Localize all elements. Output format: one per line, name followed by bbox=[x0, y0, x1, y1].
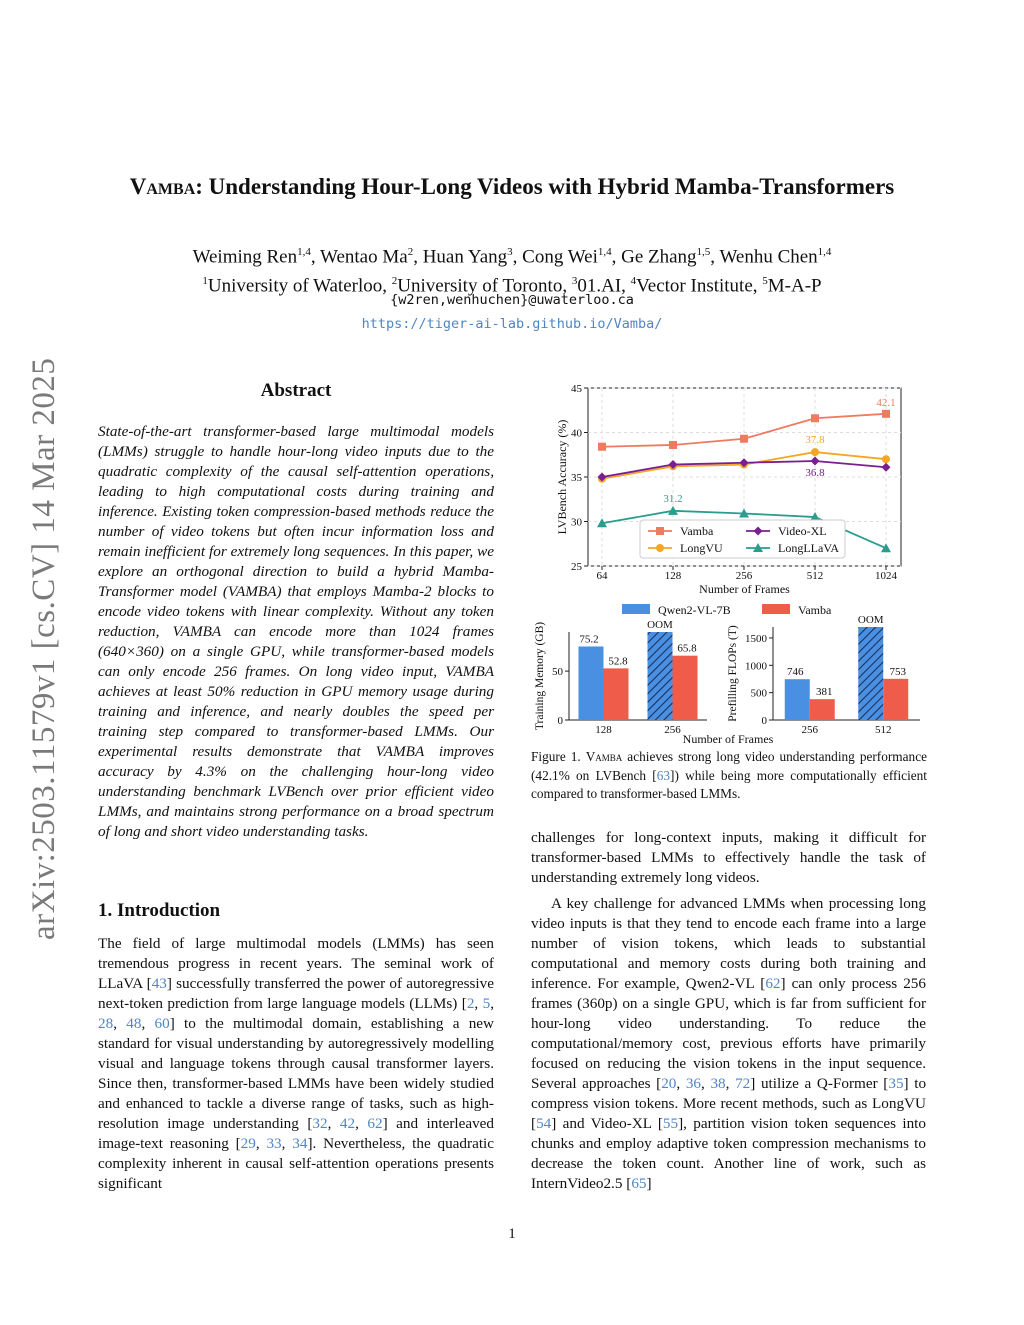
caption-text: achieves strong long video understanding performance (42.1% on LVBench [ bbox=[531, 749, 927, 783]
citation-link[interactable]: 55 bbox=[662, 1115, 679, 1132]
citation-link[interactable]: 28 bbox=[98, 1015, 114, 1032]
author-name: Huan Yang bbox=[422, 246, 508, 268]
introduction-heading: 1. Introduction bbox=[98, 900, 221, 921]
author-affiliation-mark: 1,4 bbox=[817, 246, 832, 258]
citation-link[interactable]: 34 bbox=[292, 1135, 308, 1152]
model-name: Vamba bbox=[585, 749, 623, 764]
author-affiliation-mark: 1,5 bbox=[696, 246, 711, 258]
affiliation-list: $^1$University of Waterloo, $^2$University of Toronto, $^3$01.AI, $^4$Vector Institute, $^5$M-A-P bbox=[202, 275, 822, 297]
arxiv-identifier: arXiv:2503.11579v1 [cs.CV] 14 Mar 2025 bbox=[26, 357, 62, 940]
citation-link[interactable]: 54 bbox=[536, 1115, 552, 1132]
right-column-paragraph-1: challenges for long-context inputs, making it difficult for transformer-based LMMs to effectively handle the task of understanding extremely long videos. bbox=[531, 829, 926, 886]
bar-legend-swatch bbox=[622, 604, 650, 614]
legend-label: LongLLaVA bbox=[778, 541, 840, 555]
series-point-vamba bbox=[669, 441, 677, 449]
line-chart-x-tick-label: 1024 bbox=[875, 570, 897, 582]
right-col-text: ] utilize a Q-Former [ bbox=[750, 1075, 889, 1092]
legend-label: LongVU bbox=[680, 541, 723, 555]
affiliation-name: 01.AI bbox=[577, 275, 622, 297]
affiliation-number: 2 bbox=[391, 275, 398, 288]
citation-link[interactable]: 29 bbox=[240, 1135, 256, 1152]
author-affiliation-mark: 3 bbox=[507, 246, 513, 258]
flops-chart-y-tick-label: 500 bbox=[750, 687, 767, 700]
intro-text: , bbox=[113, 1015, 127, 1032]
citation-link[interactable]: 48 bbox=[126, 1015, 142, 1032]
bar-legend-label: Vamba bbox=[798, 603, 832, 617]
line-chart-annotation: 37.8 bbox=[805, 434, 825, 447]
right-col-text: , bbox=[701, 1075, 711, 1092]
intro-text: , bbox=[281, 1135, 293, 1152]
flops-chart-y-tick-label: 1500 bbox=[745, 632, 767, 645]
citation-link[interactable]: 33 bbox=[266, 1135, 282, 1152]
citation-link[interactable]: 60 bbox=[154, 1015, 170, 1032]
line-chart-x-tick-label: 128 bbox=[664, 570, 682, 582]
flops-chart-y-tick-label: 1000 bbox=[745, 660, 767, 673]
citation-link[interactable]: 36 bbox=[685, 1075, 701, 1092]
intro-text: , bbox=[141, 1015, 155, 1032]
citation-link[interactable]: 72 bbox=[735, 1075, 751, 1092]
intro-text: ]. Nevertheless, the quadratic complexity inherent in causal self-attention operations presents significant bbox=[98, 1135, 494, 1192]
series-point-vamba bbox=[740, 435, 748, 443]
right-column-paragraph-2 bbox=[531, 894, 926, 1194]
intro-text: , bbox=[490, 995, 495, 1012]
right-col-text: , bbox=[676, 1075, 686, 1092]
line-chart-annotation: 36.8 bbox=[805, 466, 825, 479]
right-col-text: , bbox=[725, 1075, 736, 1092]
author-name: Cong Wei bbox=[522, 246, 598, 268]
memory-chart-y-tick-label: 0 bbox=[557, 715, 563, 727]
caption-text: ]) while being more computationally efficient compared to transformer-based LMMs. bbox=[531, 767, 928, 801]
memory-chart-bar bbox=[579, 646, 604, 720]
title-model-name: Vamba bbox=[129, 174, 196, 199]
citation-link[interactable]: 38 bbox=[710, 1075, 726, 1092]
bar-legend-swatch bbox=[762, 604, 790, 614]
line-chart-y-tick-label: 40 bbox=[571, 427, 582, 440]
flops-chart-bar-label: 753 bbox=[889, 665, 906, 678]
intro-text: The field of large multimodal models (LMMs) has seen tremendous progress in recent years. The seminal work of LLaVA [ bbox=[98, 935, 494, 992]
introduction-paragraph bbox=[98, 934, 494, 1194]
memory-chart-x-tick-label: 128 bbox=[595, 724, 612, 736]
citation-link[interactable]: 62 bbox=[367, 1115, 383, 1132]
right-col-text: A key challenge for advanced LMMs when processing long video inputs is that they tend to encode each frame into a large number of vision tokens, which leads to substantial computational and memory costs during both training and inference. For example, Qwen2-VL [ bbox=[531, 895, 926, 992]
flops-chart-bar-label: OOM bbox=[857, 614, 884, 626]
series-point-vamba bbox=[882, 410, 890, 418]
citation-link[interactable]: 42 bbox=[339, 1115, 356, 1132]
intro-text: ] and interleaved image-text reasoning [ bbox=[98, 1115, 495, 1152]
memory-chart-bar-label: OOM bbox=[647, 619, 673, 631]
citation-link[interactable]: 5 bbox=[482, 995, 491, 1012]
right-col-text: ], partition vision token sequences into chunks and employ adaptive token compression mechanisms to decrease the token count. Another line of work, such as InternVideo2.5 [ bbox=[531, 1115, 926, 1192]
author-name: Wenhu Chen bbox=[719, 246, 818, 268]
citation-link[interactable]: 65 bbox=[631, 1175, 647, 1192]
affiliation-name: Vector Institute bbox=[636, 275, 753, 297]
author-list: Weiming Ren$^{1,4}$, Wentao Ma$^2$, Huan Yang$^3$, Cong Wei$^{1,4}$, Ge Zhang$^{1,5}$, Wenhu Chen$^{1,4}$ bbox=[192, 246, 832, 268]
bar-legend-label: Qwen2-VL-7B bbox=[658, 603, 731, 617]
intro-text: , bbox=[474, 995, 483, 1012]
intro-text: , bbox=[327, 1115, 340, 1132]
intro-text: , bbox=[355, 1115, 368, 1132]
memory-chart-bar bbox=[604, 668, 629, 720]
line-chart-x-tick-label: 64 bbox=[596, 570, 608, 582]
memory-chart-bar-label: 52.8 bbox=[608, 655, 628, 668]
series-point-video-xl bbox=[882, 463, 891, 472]
flops-chart-bar-label: 381 bbox=[816, 686, 833, 699]
affiliation-number: 1 bbox=[202, 275, 208, 288]
bar-charts-x-axis-label: Number of Frames bbox=[682, 732, 774, 746]
title-rest: : Understanding Hour-Long Videos with Hybrid Mamba-Transformers bbox=[195, 174, 895, 199]
memory-chart-y-tick-label: 50 bbox=[552, 666, 563, 679]
caption-text: Figure 1. bbox=[531, 749, 586, 764]
series-point-video-xl bbox=[811, 456, 820, 465]
affiliation-name: M-A-P bbox=[767, 275, 822, 297]
series-point-vamba bbox=[598, 443, 606, 451]
project-link[interactable]: https://tiger-ai-lab.github.io/Vamba/ bbox=[361, 316, 663, 332]
flops-chart-x-tick-label: 256 bbox=[801, 724, 818, 736]
affiliation-name: University of Waterloo bbox=[207, 275, 383, 297]
affiliation-name: University of Toronto bbox=[397, 275, 563, 297]
line-chart-y-axis-label: LVBench Accuracy (%) bbox=[555, 419, 569, 535]
flops-chart-y-tick-label: 0 bbox=[761, 715, 767, 727]
flops-chart-x-tick-label: 512 bbox=[875, 724, 892, 736]
line-chart-y-tick-label: 45 bbox=[571, 383, 582, 395]
line-chart-x-tick-label: 256 bbox=[735, 570, 753, 582]
citation-link[interactable]: 43 bbox=[151, 975, 167, 992]
memory-chart-bar-label: 75.2 bbox=[579, 633, 599, 646]
citation-link[interactable]: 2 bbox=[466, 995, 475, 1012]
author-affiliation-mark: 1,4 bbox=[597, 246, 612, 258]
line-chart-y-tick-label: 30 bbox=[571, 516, 582, 529]
intro-text: , bbox=[255, 1135, 267, 1152]
affiliation-number: 4 bbox=[630, 275, 637, 288]
right-col-text: ] and Video-XL [ bbox=[551, 1115, 663, 1132]
line-chart-annotation: 31.2 bbox=[663, 492, 683, 505]
intro-text: ] to the multimodal domain, establishing a new standard for visual understanding by autoregressively modelling visual and language tokens through causal transformer layers. Since then, transformer-based LMMs have been widely studied and enhanced to tackle a diverse range of tasks, such as high-resolution image understanding [ bbox=[98, 1015, 495, 1132]
memory-chart-bar bbox=[648, 632, 673, 720]
flops-chart-bar bbox=[883, 679, 908, 720]
affiliation-number: 5 bbox=[762, 275, 768, 288]
right-col-text: ] to compress vision tokens. More recent methods, such as LongVU [ bbox=[531, 1075, 927, 1132]
line-chart-y-tick-label: 25 bbox=[571, 561, 582, 573]
author-affiliation-mark: 1,4 bbox=[297, 246, 311, 258]
author-name: Wentao Ma bbox=[320, 246, 408, 268]
author-affiliation-mark: 2 bbox=[407, 246, 414, 258]
series-point-vamba bbox=[811, 414, 819, 422]
author-name: Ge Zhang bbox=[621, 246, 697, 268]
series-point-longllava bbox=[881, 543, 891, 552]
citation-link[interactable]: 63 bbox=[656, 767, 671, 783]
contact-email: {w2ren,wenhuchen}@uwaterloo.ca bbox=[390, 292, 634, 308]
citation-link[interactable]: 35 bbox=[888, 1075, 904, 1092]
line-chart-y-tick-label: 35 bbox=[571, 472, 582, 484]
flops-chart-bar bbox=[785, 679, 810, 720]
right-col-text: ] bbox=[646, 1175, 652, 1192]
legend-marker bbox=[656, 527, 664, 535]
citation-link[interactable]: 62 bbox=[765, 975, 781, 992]
legend-label: Video-XL bbox=[778, 524, 827, 538]
memory-chart-bar bbox=[673, 656, 698, 720]
memory-chart-y-axis-label: Training Memory (GB) bbox=[534, 621, 546, 731]
series-point-longvu bbox=[811, 448, 819, 456]
series-point-longvu bbox=[882, 455, 890, 463]
flops-chart-bar bbox=[810, 699, 835, 720]
author-name: Weiming Ren bbox=[192, 246, 298, 268]
legend-marker bbox=[656, 544, 664, 552]
intro-text: ] successfully transferred the power of autoregressive next-token prediction from large language models (LLMs) [ bbox=[98, 975, 494, 1012]
memory-chart-x-tick-label: 256 bbox=[664, 724, 681, 736]
memory-chart-bar-label: 65.8 bbox=[677, 642, 697, 655]
citation-link[interactable]: 32 bbox=[312, 1115, 328, 1132]
page-number: 1 bbox=[508, 1226, 516, 1242]
flops-chart-bar bbox=[858, 627, 883, 720]
line-chart-annotation: 42.1 bbox=[876, 396, 896, 409]
flops-chart-y-axis-label: Prefilling FLOPs (T) bbox=[727, 625, 739, 722]
abstract-heading: Abstract bbox=[260, 380, 332, 401]
flops-chart-bar-label: 746 bbox=[787, 666, 804, 679]
abstract-body: State-of-the-art transformer-based large multimodal models (LMMs) struggle to handle hour-long video inputs due to the quadratic complexity of the causal self-attention operations, leading to high computational costs during training and inference. Existing token compression-based methods reduce the number of video tokens but often incur information loss and remain inefficient for extremely long sequences. In this paper, we explore an orthogonal direction to build a hybrid Mamba-Transformer model (VAMBA) that employs Mamba-2 blocks to encode video tokens with linear complexity. Without any token reduction, VAMBA can encode more than 1024 frames (640×360) on a single GPU, while transformer-based models can only encode 256 frames. On long video input, VAMBA achieves at least 50% reduction in GPU memory usage during training and inference, and nearly doubles the speed per training step compared to transformer-based LMMs. Our experimental results demonstrate that VAMBA improves accuracy by 4.3% on the challenging hour-long video understanding benchmark LVBench over prior efficient video LMMs, and maintains strong performance on a broad spectrum of long and short video understanding tasks. bbox=[98, 423, 494, 840]
line-chart-x-tick-label: 512 bbox=[806, 570, 824, 582]
affiliation-number: 3 bbox=[571, 275, 578, 288]
legend-label: Vamba bbox=[680, 524, 714, 538]
right-col-text: ] can only process 256 frames (360p) on a single GPU, which is far from sufficient for hour-long video understanding. To reduce the computational/memory cost, previous efforts have primarily focused on reducing the vision tokens in the input sequence. Several approaches [ bbox=[531, 975, 926, 1092]
citation-link[interactable]: 20 bbox=[661, 1075, 677, 1092]
line-chart-x-axis-label: Number of Frames bbox=[699, 582, 790, 596]
